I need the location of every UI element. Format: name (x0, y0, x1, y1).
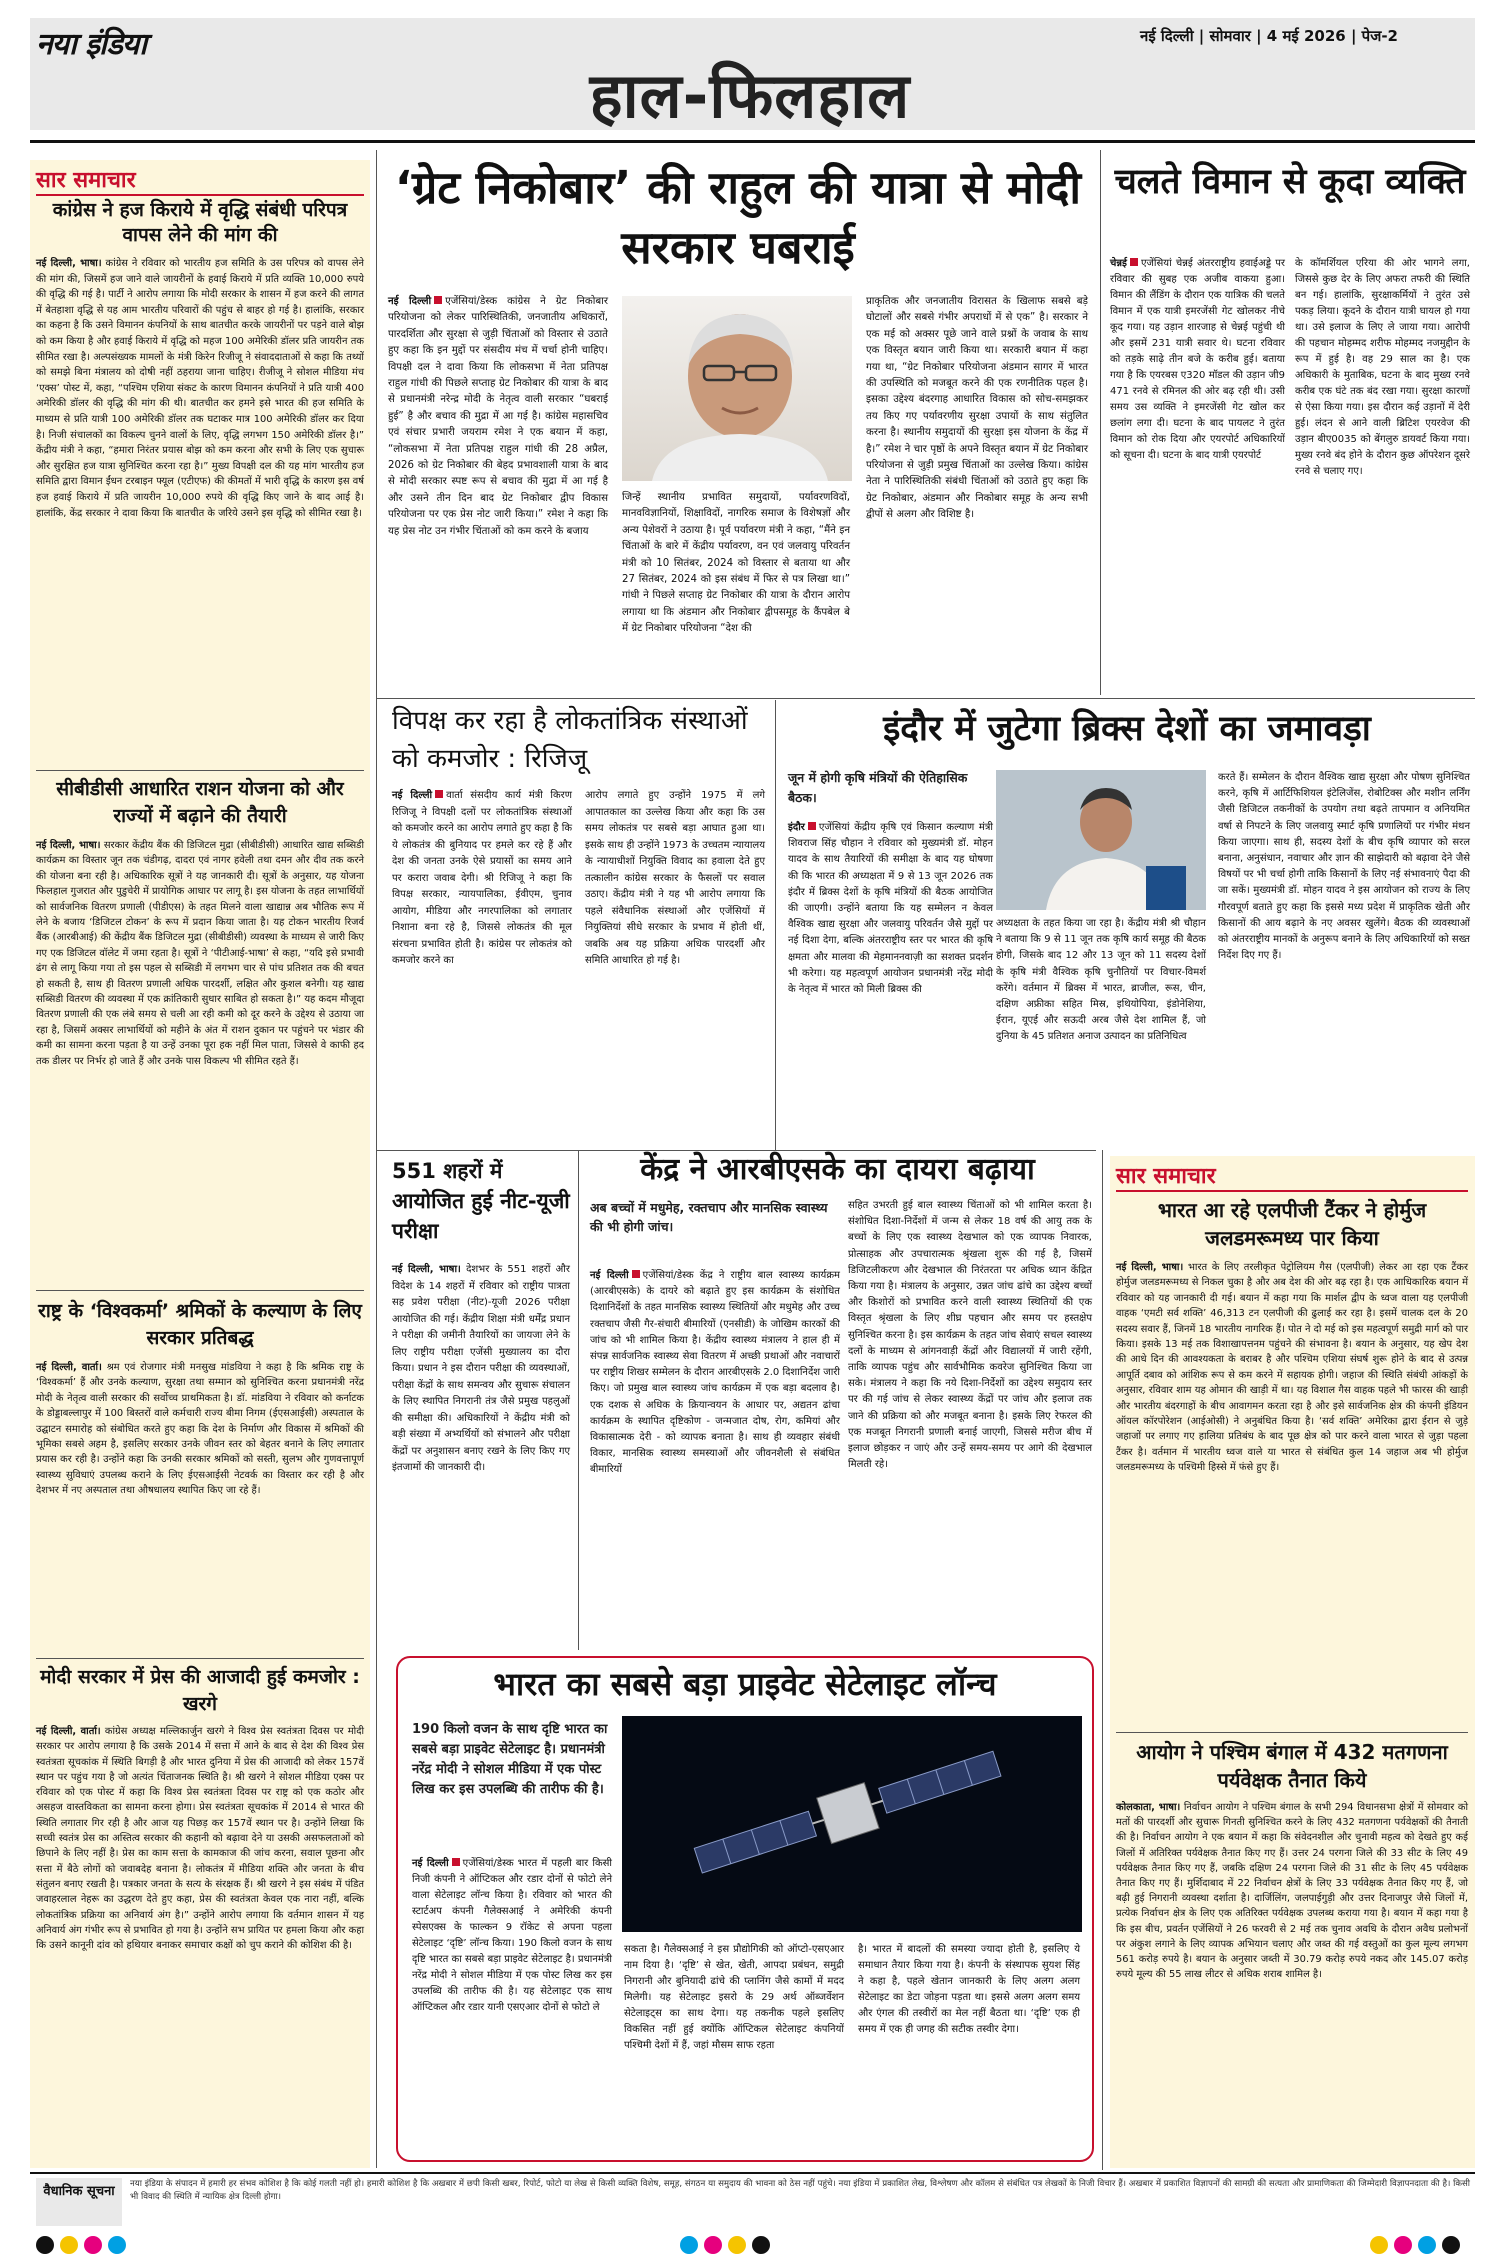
rbsk-col-2 (848, 1198, 1092, 1473)
satellite-photo (622, 1716, 1082, 1932)
left-brief-label-rule (36, 194, 364, 196)
satellite-illustration (622, 1716, 1082, 1932)
brics-photo (996, 770, 1206, 910)
column-rule (376, 150, 377, 2168)
brief-divider (1116, 1732, 1468, 1733)
brief-body (36, 1360, 364, 1499)
lead-text: कांग्रेस ने ग्रेट निकोबार परियोजना को लेकर पारिस्थितिकी, जनजातीय अधिकारों, पारदर्शिता और सुरक्षा से जुड़ी चिंताओं को विस्तार से उठाते हुए कहा कि इन मुद्दों पर संसदीय मंच में चर्चा होनी चाहिए। विपक्षी दल ने दावा किया कि लोकसभा में नेता प्रतिपक्ष राहुल गांधी की पिछले सप्ताह ग्रेट निकोबार की यात्रा के बाद से प्रधानमंत्री नरेन्द्र मोदी के नेतृत्व वाली सरकार “घबराई हुई” है और बचाव की मुद्रा में आ गई है। कांग्रेस महासचिव एवं संचार प्रभारी जयराम रमेश ने एक बयान में कहा, “लोकसभा में नेता प्रतिपक्ष राहुल गांधी की 28 अप्रैल, 2026 को ग्रेट निकोबार की बेहद प्रभावशाली यात्रा के बाद से मोदी सरकार स्पष्ट रूप से बचाव की मुद्रा में आ गई है और उसने तीन दिन बाद ग्रेट निकोबार द्वीप विकास परियोजना पर एक प्रेस नोट जारी किया।” रमेश ने कहा कि यह प्रेस नोट उन गंभीर चिंताओं को कम करने के बजाय (388, 296, 608, 537)
rijiju-col-2 (585, 788, 765, 970)
satellite-body (412, 1856, 612, 2016)
satellite-agency: एजेंसियां/डेस्क (462, 1858, 514, 1869)
brics-col-1 (788, 820, 993, 998)
brief-body (36, 256, 364, 521)
right-brief-label (1116, 1160, 1216, 1190)
registration-mark (680, 2236, 698, 2254)
column-rule (1102, 1150, 1103, 2170)
brief-text: कांग्रेस ने रविवार को भारतीय हज समिति के उस परिपत्र को वापस लेने की मांग की, जिसमें हज जाने वाले जायरीनों के हवाई किराये में प्रति व्यक्ति 10,000 रुपये की वृद्धि की गई है। पार्टी ने आरोप लगाया कि मोदी सरकार के शासन में हज करने की लागत में बेतहाशा वृद्धि से यह आम भारतीय परिवारों की पहुंच से बाहर हो गई है। हालांकि, सरकार का कहना है कि उसने विमानन कंपनियों के साथ बातचीत करके जायरीनों पर पड़ने वाले बोझ को कम किया है और हवाई किराये में वृद्धि को महज 100 अमेरिकी डॉलर प्रति जायरीन तक सीमित रखा है। अल्पसंख्यक मामलों के मंत्री किरेन रिजीजू ने संवाददाताओं से कहा कि तथ्यों को समझे बिना मंत्रालय को दोषी नहीं ठहराया जाना चाहिए। रीजीजू ने सोशल मीडिया मंच ‘एक्स’ पोस्ट में, कहा, “पश्चिम एशिया संकट के कारण विमानन कंपनियों ने प्रति यात्री 400 अमेरिकी डॉलर की वृद्धि की मांग की थी। बातचीत कर हमने इसे भारत की हज समिति के माध्यम से प्रति यात्री 100 अमेरिकी डॉलर तक घटाकर मात्र 100 अमेरिकी डॉलर कर दिया है। निजी संचालकों का विकल्प चुनने वालों के लिए, वृद्धि लगभग 150 अमेरिकी डॉलर है।” केंद्रीय मंत्री ने कहा, “हमारा निरंतर प्रयास बोझ को कम करना और सभी के लिए एक सुचारू और सुरक्षित हज यात्रा सुनिश्चित करना रहा है।” मुख्य विपक्षी दल की यह मांग भारतीय हज समिति द्वारा विमान ईंधन टरबाइन फ्यूल (एटीएफ) की कीमतों में भारी वृद्धि के कारण इस वर्ष हज हवाई किराये में प्रति जायरीन 10,000 रुपये की वृद्धि किए जाने के बाद आई है। हालांकि, केंद्र सरकार ने दावा किया कि बातचीत के जरिये उसने इस वृद्धि को सीमित रखा है। (36, 258, 364, 519)
brief-divider (36, 1658, 364, 1659)
brics-dateline: इंदौर (788, 822, 805, 833)
registration-mark (108, 2236, 126, 2254)
satellite-kicker: 190 किलो वजन के साथ दृष्टि भारत का सबसे बड़ा प्राइवेट सेटेलाइट है। प्रधानमंत्री नरेंद्र मोदी ने सोशल मीडिया में एक पोस्ट लिख कर इस उपलब्धि की तारीफ की है। (412, 1722, 608, 1797)
brief-dateline: कोलकाता, भाषा। (1116, 1802, 1181, 1813)
brief-text: निर्वाचन आयोग ने पश्चिम बंगाल के सभी 294 विधानसभा क्षेत्रों में सोमवार को मतों की पारदर्शी और सुचारू गिनती सुनिश्चित करने के लिए 432 मतगणना पर्यवेक्षकों की तैनाती की है। निर्वाचन आयोग ने एक बयान में कहा कि संवेदनशील और चुनावी महत्व को देखते हुए कई जिलों में अतिरिक्त पर्यवेक्षक तैनात किए गए हैं। उत्तर 24 परगना जिले की 33 सीट के लिए 49 पर्यवेक्षक तैनात किए गए हैं, जबकि दक्षिण 24 परगना जिले की 31 सीट के लिए 45 पर्यवेक्षक तैनात किए गए हैं। मुर्शिदाबाद में 22 निर्वाचन क्षेत्रों के लिए 33 पर्यवेक्षक तैनात किए गए हैं, जो बढ़ी हुई निगरानी व्यवस्था दर्शाता है। दार्जिलिंग, जलपाईगुड़ी और उत्तर दिनाजपुर जैसे जिलों में, प्रत्येक निर्वाचन क्षेत्र के लिए एक अतिरिक्त पर्यवेक्षक उपलब्ध कराया गया है। बयान में कहा गया है कि इस बीच, प्रवर्तन एजेंसियों ने 26 फरवरी से 2 मई तक चुनाव अवधि के दौरान अवैध प्रलोभनों पर अंकुश लगाने के लिए व्यापक अभियान चलाए और जब्त की गई वस्तुओं का कुल मूल्य लगभग 561 करोड़ रुपये है। बयान के अनुसार जब्ती में 30.79 करोड़ रुपये नकद और 145.07 करोड़ रुपये मूल्य की 55 लाख लीटर से अधिक शराब शामिल है। (1116, 1802, 1469, 1981)
lead-agency: एजेंसियां/डेस्क (445, 296, 498, 307)
rijiju-text: संसदीय कार्य मंत्री किरण रिजिजू ने विपक्षी दलों पर लोकतांत्रिक संस्थाओं को कमजोर करने का आरोप लगाते हुए कहा है कि ये लोकतंत्र की बुनियाद पर हमले कर रहे हैं और देश की जनता उनके ऐसे प्रयासों का समय आने पर करारा जवाब देगी। श्री रिजिजू ने कहा कि विपक्ष सरकार, न्यायपालिका, ईवीएम, चुनाव आयोग, मीडिया और नगरपालिका को लगातार निशाना बना रहे है, जिससे लोकतंत्र की मूल संरचना प्रभावित होती है। कांग्रेस पर लोकतंत्र को कमजोर करने का (392, 790, 572, 966)
footer-rule (30, 2172, 1475, 2174)
neet-dateline: नई दिल्ली, भाषा। (392, 1264, 461, 1275)
plane-agency: एजेंसियां (1140, 258, 1172, 269)
rbsk-dateline: नई दिल्ली (590, 1270, 629, 1281)
plane-col-2 (1295, 256, 1470, 480)
plane-body (1110, 256, 1285, 464)
brief-text: श्रम एवं रोजगार मंत्री मनसुख मांडविया ने कहा है कि श्रमिक राष्ट्र के ‘विश्वकर्मा’ हैं और उनके कल्याण, सुरक्षा तथा सम्मान को सुनिश्चित करना प्रधानमंत्री नरेंद्र मोदी के नेतृत्व वाली सरकार की सर्वोच्च प्राथमिकता है। डॉ. मांडविया ने रविवार को कर्नाटक के डोड्डाबल्लापुर में 100 बिस्तरों वाले कर्मचारी राज्य बीमा निगम (ईएसआईसी) अस्पताल के उद्घाटन समारोह को संबोधित करते हुए कहा कि देश के निर्माण और विकास में श्रमिकों की भूमिका सबसे अहम है, इसलिए सरकार उनके जीवन स्तर को बेहतर बनाने के लिए लगातार प्रयास कर रही है। उन्होंने कहा कि उनकी सरकार श्रमिकों को सस्ती, सुलभ और गुणवत्तापूर्ण स्वास्थ्य सुविधाएं उपलब्ध कराने के लिए ईएसआईसी नेटवर्क का विस्तार कर रही है और देशभर में नए अस्पताल तथा औषधालय स्थापित किए जा रहे हैं। (36, 1362, 365, 1497)
plane-body: के कॉमर्शियल एरिया की ओर भागने लगा, जिससे कुछ देर के लिए अफरा तफरी की स्थिति बन गई। हालांकि, सुरक्षाकर्मियों ने तुरंत उसे पकड़ लिया। कूदने के दौरान यात्री घायल हो गया था। उसे इलाज के लिए ले जाया गया। आरोपी की पहचान मोहम्मद शरीफ मोहम्मद नजमुद्दीन के रूप में हुई है। वह 29 साल का है। एक अधिकारी के मुताबिक, घटना के बाद मुख्य रनवे करीब एक घंटे तक बंद रखा गया। सुरक्षा कारणों से ऐसा किया गया। इस दौरान कई उड़ानों में देरी हुई। लंदन से आने वाली ब्रिटिश एयरवेज की उड़ान बीए0035 को बेंगलुरु डायवर्ट किया गया। मुख्य रनवे बंद होने के दौरान कुछ ऑपरेशन दूसरे रनवे से चलाए गए। (1295, 258, 1470, 477)
registration-mark (704, 2236, 722, 2254)
neet-text: देशभर के 551 शहरों और विदेश के 14 शहरों में रविवार को राष्ट्रीय पात्रता सह प्रवेश परीक्षा (नीट)-यूजी 2026 परीक्षा आयोजित की गई। केंद्रीय शिक्षा मंत्री धर्मेंद्र प्रधान ने परीक्षा की जमीनी तैयारियों का जायजा लेने के लिए राष्ट्रीय परीक्षा एजेंसी मुख्यालय का दौरा किया। प्रधान ने इस दौरान परीक्षा की व्यवस्थाओं, परीक्षा केंद्रों के साथ समन्वय और सुचारू संचालन के लिए स्थापित निगरानी तंत्र जैसे प्रमुख पहलुओं की समीक्षा की। अधिकारियों ने केंद्रीय मंत्री को बड़ी संख्या में अभ्यर्थियों को संभालने और परीक्षा केंद्रों पर अनुशासन बनाए रखने के लिए किए गए इंतजामों की जानकारी दी। (392, 1264, 570, 1473)
rbsk-body: सहित उभरती हुई बाल स्वास्थ्य चिंताओं को भी शामिल करता है। संशोधित दिशा-निर्देशों में जन्म से लेकर 18 वर्ष की आयु तक के बच्चों के लिए एक स्वास्थ्य देखभाल को एक व्यापक निवारक, प्रोत्साहक और उपचारात्मक श्रृंखला शुरू की गई है, जिसमें डिजिटलीकरण और देखभाल की निरंतरता पर अधिक ध्यान केंद्रित किया गया है। मंत्रालय के अनुसार, उन्नत जांच ढांचे का उद्देश्य बच्चों और किशोरों को प्रभावित करने वाली स्वास्थ्य स्थितियों की एक विस्तृत श्रृंखला के लिए शीघ्र पहचान और समय पर हस्तक्षेप सुनिश्चित करना है। इस कार्यक्रम के तहत जांच सेवाएं सचल स्वास्थ्य दलों के माध्यम से आंगनवाड़ी केंद्रों और विद्यालयों में जारी रहेंगी, ताकि व्यापक पहुंच और सार्वभौमिक कवरेज सुनिश्चित किया जा सके। मंत्रालय ने कहा कि नये दिशा-निर्देशों का उद्देश्य समुदाय स्तर पर की गई जांच से लेकर स्वास्थ्य केंद्रों पर जांच और इलाज तक जाने की प्रक्रिया को और मजबूत बनाना है। इसके लिए रेफरल की एक मजबूत निगरानी प्रणाली बनाई जाएगी, जिससे मरीज बीच में इलाज छोड़कर न जाएं और उन्हें समय-समय पर आगे की देखभाल मिलती रहे। (848, 1200, 1092, 1471)
section-title: हाल-फिलहाल (589, 59, 911, 132)
satellite-col-3 (858, 1942, 1080, 2038)
brief-body (1116, 1260, 1468, 1476)
plane-col-1 (1110, 256, 1285, 464)
brief-body (1116, 1800, 1468, 1982)
rbsk-body (590, 1268, 840, 1479)
registration-mark (752, 2236, 770, 2254)
satellite-body: सकता है। गैलेक्सआई ने इस प्रौद्योगिकी को ऑप्टो-एसएआर नाम दिया है। ‘दृष्टि’ से खेत, खेती, आपदा प्रबंधन, समुद्री निगरानी और बुनियादी ढांचे की प्लानिंग जैसे कामों में मदद मिलेगी। यह सेटेलाइट इसरो के 29 अर्थ ऑब्जर्वेशन सेटेलाइट्स का साथ देगा। यह तकनीक पहले इसलिए विकसित नहीं हुई क्योंकि ऑप्टिकल सेटेलाइट कंपनियों पश्चिमी देशों में हैं, जहां मौसम साफ रहता (624, 1944, 844, 2051)
dateline-square-icon (1130, 258, 1138, 266)
left-brief-label (36, 164, 136, 194)
brief-body (36, 1724, 364, 1953)
brief-dateline: नई दिल्ली, भाषा। (36, 258, 102, 269)
brief-item (36, 1664, 364, 1953)
registration-mark (1442, 2236, 1460, 2254)
brics-body: करते हैं। सम्मेलन के दौरान वैश्विक खाद्य सुरक्षा और पोषण सुनिश्चित करने, कृषि में आर्टिफिशियल इंटेलिजेंस, रोबोटिक्स और मशीन लर्निंग जैसी डिजिटल तकनीकों के उपयोग तथा बढ़ते तापमान व अनियमित वर्षा से निपटने के लिए जलवायु स्मार्ट कृषि प्रणालियों पर गंभीर मंथन किया जाएगा। साथ ही, सदस्य देशों के बीच कृषि व्यापार को सरल बनाना, अनुसंधान, नवाचार और ज्ञान की साझेदारी को बढ़ावा देने जैसे विषयों पर भी चर्चा होगी ताकि किसानों के लिए नई संभावनाएं पैदा की जा सकें। मुख्यमंत्री डॉ. मोहन यादव ने इस आयोजन को राज्य के लिए गौरवपूर्ण बताते हुए कहा कि इससे मध्य प्रदेश में प्राकृतिक खेती और किसानों की आय बढ़ाने के नए अवसर खुलेंगे। बैठक की व्यवस्थाओं को अंतरराष्ट्रीय मानकों के अनुरूप बनाने के लिए अधिकारियों को सख्त निर्देश दिए गए हैं। (1218, 772, 1470, 962)
rbsk-agency: एजेंसियां/डेस्क (642, 1270, 694, 1281)
registration-mark (84, 2236, 102, 2254)
brics-body (788, 820, 993, 998)
registration-mark (1418, 2236, 1436, 2254)
brics-kicker: जून में होगी कृषि मंत्रियों की ऐतिहासिक बैठक। (788, 770, 968, 805)
plane-dateline: चेन्नई (1110, 258, 1127, 269)
rbsk-kicker: अब बच्चों में मधुमेह, रक्तचाप और मानसिक स्वास्थ्य की भी होगी जांच। (590, 1200, 828, 1234)
brics-col-2 (996, 916, 1206, 1046)
column-rule (578, 1150, 579, 1650)
brief-headline: राष्ट्र के ‘विश्वकर्मा’ श्रमिकों के कल्याण के लिए सरकार प्रतिबद्ध (38, 1300, 362, 1349)
rijiju-body: आरोप लगाते हुए उन्होंने 1975 में लगे आपातकाल का उल्लेख किया और कहा कि उस समय लोकतंत्र पर सबसे बड़ा आघात हुआ था। इसके साथ ही उन्होंने 1973 के उच्चतम न्यायालय के न्यायाधीशों नियुक्ति विवाद का हवाला देते हुए तत्कालीन कांग्रेस सरकार के फैसलों पर सवाल उठाए। केंद्रीय मंत्री ने यह भी आरोप लगाया कि पहले संवैधानिक संस्थाओं और एजेंसियों में नियुक्तियां सीधे सरकार के प्रभाव में होती थीं, जबकि अब यह प्रक्रिया अधिक पारदर्शी और समिति आधारित हो गई है। (585, 790, 765, 966)
masthead-logo: नया इंडिया (36, 27, 146, 62)
portrait-illustration (622, 296, 852, 481)
column-rule (775, 700, 776, 1150)
brief-dateline: नई दिल्ली, वार्ता। (36, 1726, 101, 1737)
brics-agency: एजेंसियां (818, 822, 850, 833)
satellite-col-1 (412, 1856, 612, 2016)
brics-headline: इंदौर में जुटेगा ब्रिक्स देशों का जमावड़ा (883, 709, 1371, 749)
dateline-square-icon (452, 1858, 460, 1866)
rijiju-col-1 (392, 788, 572, 970)
brief-headline: मोदी सरकार में प्रेस की आजादी हुई कमजोर : खरगे (40, 1666, 360, 1715)
lead-col-2 (622, 490, 850, 638)
rijiju-agency: वार्ता (446, 790, 463, 801)
date-line: नई दिल्ली | सोमवार | 4 मई 2026 | पेज-2 (1140, 27, 1398, 45)
registration-mark (1370, 2236, 1388, 2254)
neet-col-1 (392, 1262, 570, 1477)
rijiju-dateline: नई दिल्ली (392, 790, 433, 801)
neet-body (392, 1262, 570, 1477)
lead-body: जिन्हें स्थानीय प्रभावित समुदायों, पर्यावरणविदों, मानवविज्ञानियों, शिक्षाविदों, नागरिक समाज के विशेषज्ञों और अन्य पेशेवरों ने उठाया है। पूर्व पर्यावरण मंत्री ने कहा, “मैंने इन चिंताओं के बारे में केंद्रीय पर्यावरण, वन एवं जलवायु परिवर्तन मंत्री को 10 सितंबर, 2024 को विस्तार से बताया था और 27 सितंबर, 2024 को इस संबंध में फिर से पत्र लिखा था।” गांधी ने पिछले सप्ताह ग्रेट निकोबार की यात्रा के दौरान आरोप लगाया था कि अंडमान और निकोबार द्वीपसमूह के कैंपबेल बे में ग्रेट निकोबार परियोजना “देश की (622, 492, 850, 635)
minister-illustration (996, 770, 1206, 910)
rbsk-headline: केंद्र ने आरबीएसके का दायरा बढ़ाया (640, 1152, 1035, 1187)
brief-body (36, 838, 364, 1069)
brief-item (36, 1298, 364, 1499)
brief-headline: आयोग ने पश्चिम बंगाल में 432 मतगणना पर्यवेक्षक तैनात किये (1136, 1740, 1448, 1792)
lead-body (388, 294, 608, 540)
rijiju-headline: विपक्ष कर रहा है लोकतांत्रिक संस्थाओं को कमजोर : रिजिजू (392, 706, 748, 774)
brief-dateline: नई दिल्ली, वार्ता। (36, 1362, 102, 1373)
brief-divider (36, 770, 364, 771)
rbsk-col-1 (590, 1268, 840, 1479)
brics-body: अध्यक्षता के तहत किया जा रहा है। केंद्रीय मंत्री श्री चौहान ने बताया कि 9 से 11 जून तक कृषि कार्य समूह की बैठक होगी, जिसके बाद 12 और 13 जून को 11 सदस्य देशों के कृषि मंत्री वैश्विक कृषि चुनौतियों पर विचार-विमर्श करेंगे। वर्तमान में ब्रिक्स में भारत, ब्राजील, रूस, चीन, दक्षिण अफ्रीका सहित मिस्र, इथियोपिया, इंडोनेशिया, ईरान, यूएई और सऊदी अरब जैसे देश शामिल हैं, जो दुनिया के 45 प्रतिशत अनाज उत्पादन का प्रतिनिधित्व (996, 918, 1206, 1043)
lead-dateline: नई दिल्ली (388, 296, 432, 307)
lead-col-3 (866, 294, 1088, 524)
masthead-divider (30, 140, 1475, 143)
satellite-col-2 (624, 1942, 844, 2054)
dateline-square-icon (808, 822, 816, 830)
brief-text: सरकार केंद्रीय बैंक की डिजिटल मुद्रा (सीबीडीसी) आधारित खाद्य सब्सिडी कार्यक्रम का विस्तार जून तक चंडीगढ़, दादरा एवं नागर हवेली तथा दमन और दीव तक करने की योजना बना रही है। अधिकारिक सूत्रों ने यह जानकारी दी। सूत्रों के अनुसार, यह योजना फिलहाल गुजरात और पुडुचेरी में प्रायोगिक आधार पर लागू है। इस योजना के तहत लाभार्थियों को सार्वजनिक वितरण प्रणाली (पीडीएस) के तहत मिलने वाला खाद्यान्न अब भौतिक रूप में लेने के बजाय ‘डिजिटल टोकन’ के रूप में प्रदान किया जाता है। यह टोकन भारतीय रिजर्व बैंक (आरबीआई) की केंद्रीय बैंक डिजिटल मुद्रा (सीबीडीसी) व्यवस्था के माध्यम से जारी किए गए एक डिजिटल वॉलेट में जमा रहता है। सूत्रों ने ‘पीटीआई-भाषा’ से कहा, “यदि इसे प्रभावी ढंग से लागू किया गया तो इस पहल से सब्सिडी में लगभग चार से पांच प्रतिशत तक की बचत हो सकती है, साथ ही वितरण प्रणाली अधिक पारदर्शी, लक्षित और कुशल बनेगी। यह खाद्य सब्सिडी वितरण की व्यवस्था में एक क्रांतिकारी सुधार साबित हो सकता है।” यह कदम मौजूदा वितरण प्रणाली की एक लंबे समय से चली आ रही कमी को दूर करने के उद्देश्य से उठाया जा रहा है, जिसमें अक्सर लाभार्थियों को महीने के अंत में राशन दुकान पर पहुंचने पर भंडार की कमी का सामना करना पड़ता है या उन्हें उनका पूरा हक नहीं मिल पाता, जिससे वे काफी हद तक डीलर पर निर्भर हो जाते हैं और उनके पास विकल्प भी सीमित रहते हैं। (36, 840, 364, 1067)
brief-item (1116, 1738, 1468, 1982)
brief-headline: कांग्रेस ने हज किराये में वृद्धि संबंधी परिपत्र वापस लेने की मांग की (52, 199, 348, 246)
row-divider (376, 698, 1475, 699)
dateline-square-icon (435, 790, 443, 798)
registration-mark (728, 2236, 746, 2254)
brief-dateline: नई दिल्ली, भाषा। (1116, 1262, 1184, 1273)
registration-mark (36, 2236, 54, 2254)
brief-headline: सीबीडीसी आधारित राशन योजना को और राज्यों में बढ़ाने की तैयारी (56, 778, 344, 827)
satellite-body: है। भारत में बादलों की समस्या ज्यादा होती है, इसलिए ये समाधान तैयार किया गया है। कंपनी के संस्थापक सुयश सिंह ने कहा है, पहले खेतान जानकारी के लिए अलग अलग सेटेलाइट का डेटा जोड़ना पड़ता था। इससे अलग अलग समय और एंगल की तस्वीरों का मेल नहीं बैठता था। ‘दृष्टि’ एक ही समय में एक ही जगह की सटीक तस्वीर देगा। (858, 1944, 1080, 2035)
satellite-dateline: नई दिल्ली (412, 1858, 449, 1869)
satellite-headline: भारत का सबसे बड़ा प्राइवेट सेटेलाइट लॉन्च (493, 1665, 997, 1703)
rbsk-text: केंद्र ने राष्ट्रीय बाल स्वास्थ्य कार्यक्रम (आरबीएसके) के दायरे को बढ़ाते हुए इस कार्यक्रम के संशोधित दिशानिर्देशों के तहत मानसिक स्वास्थ्य स्थितियों और मधुमेह और उच्च रक्तचाप जैसी गैर-संचारी बीमारियों (एनसीडी) के जोखिम कारकों की जांच को भी शामिल किया है। केंद्रीय स्वास्थ्य मंत्रालय ने हाल ही में संपन्न सार्वजनिक स्वास्थ्य सेवा वितरण में अच्छी प्रथाओं और नवाचारों पर राष्ट्रीय शिखर सम्मेलन के दौरान आरबीएसके 2.0 दिशानिर्देश जारी किए। जो प्रमुख बाल स्वास्थ्य जांच कार्यक्रम में एक बड़ा बदलाव है। एक दशक से अधिक के क्रियान्वयन के आधार पर, अद्यतन ढांचा कार्यक्रम के स्थापित दृष्टिकोण - जन्मजात दोष, रोग, कमियां और विकासात्मक देरी - को व्यापक बनाता है। साथ ही व्यवहार संबंधी विकार, मानसिक स्वास्थ्य समस्याओं और जीवनशैली से संबंधित बीमारियों (590, 1270, 841, 1476)
brief-item (1116, 1196, 1468, 1476)
satellite-text: भारत में पहली बार किसी निजी कंपनी ने ऑप्टिकल और रडार दोनों से फोटो लेने वाला सेटेलाइट लॉन्च किया है। रविवार को भारत की स्टार्टअप कंपनी गैलेक्सआई ने अमेरिकी कंपनी स्पेसएक्स के फाल्कन 9 रॉकेट से अपना पहला सेटेलाइट ‘दृष्टि’ लॉन्च किया। 190 किलो वजन के साथ दृष्टि भारत का सबसे बड़ा प्राइवेट सेटेलाइट है। प्रधानमंत्री नरेंद्र मोदी ने सोशल मीडिया में एक पोस्ट लिख कर इस उपलब्धि की तारीफ की है। यह सेटेलाइट एक साथ ऑप्टिकल और रडार यानी एसएआर दोनों से फोटो ले (412, 1858, 612, 2013)
dateline-square-icon (632, 1270, 640, 1278)
brics-col-3 (1218, 770, 1470, 964)
lead-body: प्राकृतिक और जनजातीय विरासत के खिलाफ सबसे बड़े घोटालों और सबसे गंभीर अपराधों में से एक” है। सरकार ने एक मई को अक्सर पूछे जाने वाले प्रश्नों के जवाब के साथ एक विस्तृत बयान जारी किया था। सरकारी बयान में कहा गया था, “ग्रेट निकोबार परियोजना अंडमान सागर में भारत की उपस्थिति को मजबूत करने की एक रणनीतिक पहल है। इसका उद्देश्य बंदरगाह आधारित विकास को सोच-समझकर तय किए गए पर्यावरणीय सुरक्षा उपायों के साथ संतुलित करना है। स्थानीय समुदायों की सुरक्षा इस योजना के केंद्र में है।” रमेश ने चार पृष्ठों के अपने विस्तृत बयान में ग्रेट निकोबार परियोजना से जुड़ी प्रमुख चिंताओं का उल्लेख किया। कांग्रेस नेता ने पारिस्थितिकी संबंधी चिंताओं को उठाते हुए कहा कि ग्रेट निकोबार, अंडमान और निकोबार समूह के अन्य सभी द्वीपों से अलग और विशिष्ट है। (866, 296, 1088, 521)
right-brief-label-rule (1116, 1190, 1468, 1192)
column-rule (1100, 150, 1101, 695)
brief-text: भारत के लिए तरलीकृत पेट्रोलियम गैस (एलपीजी) लेकर आ रहा एक टैंकर होर्मुज जलडमरूमध्य से निकल चुका है और अब देश की ओर बढ़ रहा है। एक आधिकारिक बयान में रविवार को यह जानकारी दी गई। बयान में कहा गया कि मार्शल द्वीप के ध्वज वाला यह एलपीजी वाहक ‘एमटी सर्व शक्ति’ 46,313 टन एलपीजी की ढुलाई कर रहा है। इसमें चालक दल के 20 सदस्य सवार हैं, जिनमें 18 भारतीय नागरिक हैं। पोत ने दो मई को इस महत्वपूर्ण समुद्री मार्ग को पार किया। इसके 13 मई तक विशाखापत्तनम पहुंचने की संभावना है। बयान के अनुसार, यह खेप देश की आधे दिन की आवश्यकता के बराबर है और पश्चिम एशिया संघर्ष शुरू होने के बाद से उत्पन्न आपूर्ति दबाव को आंशिक रूप से कम करने में सहायक होगी। जहाज की स्थिति संबंधी आंकड़ों के अनुसार, रविवार शाम यह ओमान की खाड़ी में था। यह विशाल गैस वाहक पहले भी फारस की खाड़ी और भारतीय बंदरगाहों के बीच आवागमन करता रहा है और इसे सार्वजनिक क्षेत्र की कंपनी इंडियन ऑयल कॉरपोरेशन (आईओसी) ने अनुबंधित किया है। ‘सर्व शक्ति’ अमेरिका द्वारा ईरान से जुड़े जहाजों पर लगाए गए हालिया प्रतिबंध के बाद पूछ क्षेत्र को पार करने वाला भारत से जुड़ा पहला टैंकर है। वर्तमान में भारतीय ध्वज वाले या भारत से संबंधित कुल 14 जहाज अब भी होर्मुज जलडमरूमध्य के पश्चिमी हिस्से में फंसे हुए हैं। (1116, 1262, 1468, 1474)
brief-dateline: नई दिल्ली, भाषा। (36, 840, 101, 851)
brief-label: सार समाचार (1116, 1164, 1216, 1189)
plane-text: चेन्नई अंतरराष्ट्रीय हवाईअड्डे पर रविवार की सुबह एक अजीब वाकया हुआ। विमान की लैंडिंग के दौरान एक यात्रिक की चलते विमान में एक यात्री इमरजेंसी गेट खोलकर नीचे कूद गया। यह उड़ान शारजाह से चेन्नई पहुंची थी और इसमें 231 यात्री सवार थे। घटना रविवार को तड़के साढ़े तीन बजे के करीब हुई। बताया गया है कि एयरबस ए320 मॉडल की उड़ान जी9 471 रनवे से रमिनल की ओर बढ़ रही थी। उसी समय उस व्यक्ति ने इमरजेंसी गेट खोल कर छलांग लगा दी। घटना के बाद पायलट ने तुरंत विमान को रोक दिया और एयरपोर्ट अधिकारियों को सूचना दी। घटना के बाद यात्री एयरपोर्ट (1110, 258, 1285, 461)
lead-headline: ‘ग्रेट निकोबार’ की राहुल की यात्रा से मोदी सरकार घबराई (394, 161, 1082, 274)
lead-col-1 (388, 294, 608, 540)
dateline-square-icon (434, 296, 442, 304)
brief-text: कांग्रेस अध्यक्ष मल्लिकार्जुन खरगे ने विश्व प्रेस स्वतंत्रता दिवस पर मोदी सरकार पर आरोप लगाया है कि उसके 2014 में सत्ता में आने के बाद से देश की विश्व प्रेस स्वतंत्रता सूचकांक में स्थिति बिगड़ी है और भारत दुनिया में प्रेस की आजादी को लेकर 157वें स्थान पर पहुंच गया है जो अत्यंत चिंताजनक स्थिति है। श्री खरगे ने सोशल मीडिया एक्स पर रविवार को एक पोस्ट में कहा कि विश्व प्रेस स्वतंत्रता दिवस पर राष्ट्र को एक कठोर और असहज वास्तविकता का सामना करना होगा। प्रेस स्वतंत्रता सूचकांक में 2014 से भारत की स्थिति लगातार गिर रही है और आज यह पिछड़ कर 157वें स्थान पर है। उन्होंने लिखा कि सच्ची स्वतंत्र प्रेस का अस्तित्व सरकार की कहानी को बढ़ावा देने या उसकी असफलताओं को छिपाने के लिए नहीं है। प्रेस का काम सत्ता के कामकाज की जांच करना, सवाल पूछना और सत्ता में बैठे लोगों को जवाबदेह बनाना है। लोकतंत्र में मीडिया शक्ति और जनता के बीच संतुलन बनाए रखती है। पत्रकार जनता के सत्य के संरक्षक हैं। श्री खरगे ने इस संबंध में पंडित जवाहरलाल नेहरू का उद्धरण देते हुए कहा, प्रेस की स्वतंत्रता केवल एक नारा नहीं, बल्कि लोकतांत्रिक प्रक्रिया का अनिवार्य अंग है।” उन्होंने आरोप लगाया कि वर्तमान शासन में यह अनिवार्य अंग गंभीर रूप से प्रभावित हो गया है। उन्होंने सभ प्रायित पर हमला किया और कहा कि उसने कानूनी दांव को हथियार बनाकर समाचार कक्षों को चुप कराने की कोशिश की है। (36, 1726, 364, 1952)
footer-label: वैधानिक सूचना (36, 2178, 122, 2226)
registration-mark (60, 2236, 78, 2254)
brief-item (36, 198, 364, 521)
registration-mark (1394, 2236, 1412, 2254)
brics-text: केंद्रीय कृषि एवं किसान कल्याण मंत्री शिवराज सिंह चौहान ने रविवार को मुख्यमंत्री डॉ. मोहन यादव के साथ तैयारियों की समीक्षा के बाद यह घोषणा की कि भारत की अध्यक्षता में 9 से 13 जून 2026 तक इंदौर में ब्रिक्स देशों के कृषि मंत्रियों की बैठक आयोजित की जाएगी। उन्होंने बताया कि यह सम्मेलन न केवल वैश्विक खाद्य सुरक्षा और जलवायु परिवर्तन जैसे मुद्दों पर नई दिशा देगा, बल्कि अंतरराष्ट्रीय स्तर पर भारत की कृषि क्षमता और मालवा की मेहमाननवाज़ी का सशक्त प्रदर्शन भी करेगा। यह महत्वपूर्ण आयोजन प्रधानमंत्री नरेंद्र मोदी के नेतृत्व में भारत को मिली ब्रिक्स की (788, 822, 993, 996)
footer-notice: नया इंडिया के संपादन में हमारी हर संभव कोशिश है कि कोई गलती नहीं हो। हमारी कोशिश है कि अखबार में छपी किसी खबर, रिपोर्ट, फोटो या लेख से किसी व्यक्ति विशेष, समूह, संगठन या समुदाय की भावना को ठेस नहीं पहुंचे। नया इंडिया में प्रकाशित लेख, विश्लेषण और कॉलम से संबंधित पत्र लेखकों के निजी विचार हैं। अखबार में प्रकाशित विज्ञापनों की सामग्री की सत्यता और प्रामाणिकता की जिम्मेदारी विज्ञापनदाता की है। किसी भी विवाद की स्थिति में न्यायिक क्षेत्र दिल्ली होगा। (130, 2179, 1470, 2202)
plane-headline: चलते विमान से कूदा व्यक्ति (1114, 162, 1466, 202)
lead-photo (622, 296, 852, 481)
brief-headline: भारत आ रहे एलपीजी टैंकर ने होर्मुज जलडमरूमध्य पार किया (1157, 1198, 1427, 1250)
brief-item (36, 776, 364, 1069)
brief-divider (36, 1290, 364, 1291)
brief-label: सार समाचार (36, 168, 136, 193)
neet-headline: 551 शहरों में आयोजित हुई नीट-यूजी परीक्षा (392, 1159, 570, 1243)
rijiju-body (392, 788, 572, 970)
